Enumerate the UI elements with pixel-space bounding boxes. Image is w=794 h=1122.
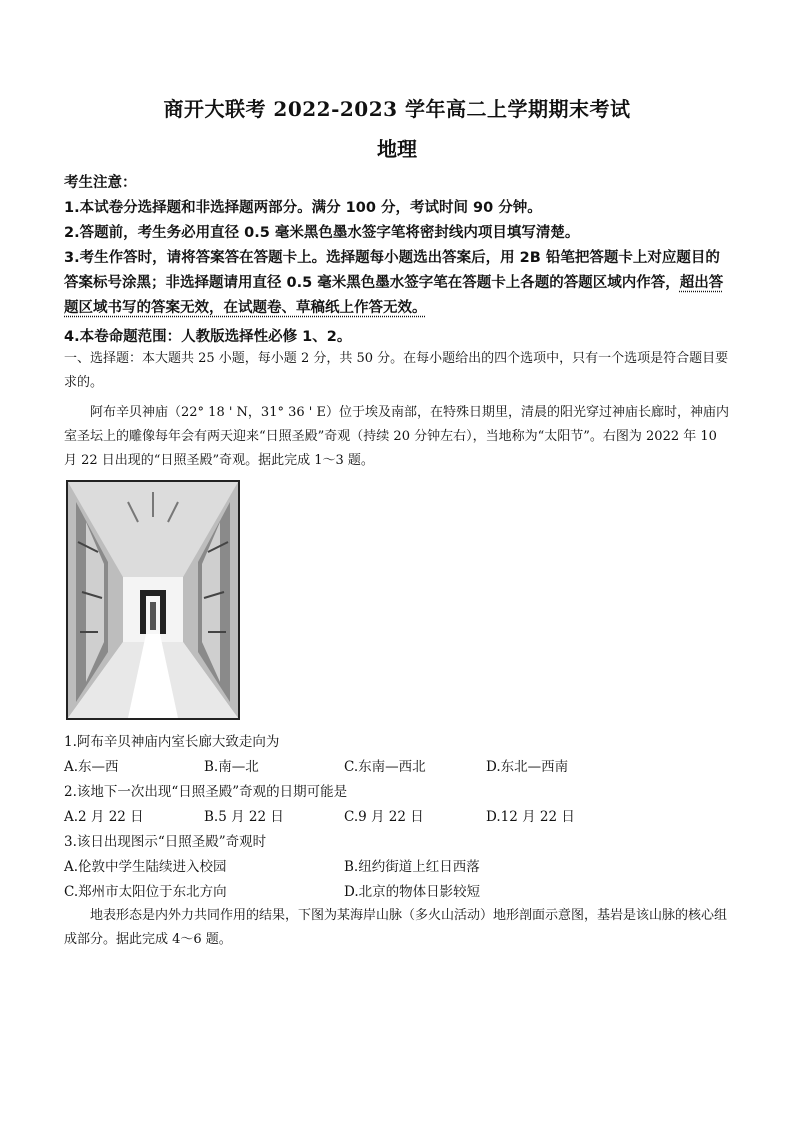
section-intro [64, 347, 734, 395]
question-3-option-d[interactable]: D.北京的物体日影较短 [344, 884, 481, 900]
question-2-option-c[interactable]: C.9 月 22 日 [344, 809, 424, 825]
question-3-option-b[interactable]: B.纽约街道上红日西落 [344, 859, 480, 875]
section-intro-text: 一、选择题：本大题共 25 小题，每小题 2 分，共 50 分。在每小题给出的四个选项中，只有一个选项是符合题目要求的。 [64, 351, 729, 390]
temple-photo-drawing [68, 482, 238, 718]
notice-block [64, 171, 734, 321]
question-2-option-b[interactable]: B.5 月 22 日 [204, 809, 284, 825]
notice-item-3-emphasis: 超出答题区域书写的答案无效，在试题卷、草稿纸上作答无效。 [64, 275, 724, 316]
question-3-option-a[interactable]: A.伦敦中学生陆续进入校园 [64, 859, 227, 875]
question-3-option-c[interactable]: C.郑州市太阳位于东北方向 [64, 884, 227, 900]
question-3-stem: 3.该日出现图示“日照圣殿”奇观时 [64, 834, 267, 850]
question-2-option-d[interactable]: D.12 月 22 日 [486, 809, 575, 825]
question-2-stem: 2.该地下一次出现“日照圣殿”奇观的日期可能是 [64, 784, 348, 800]
passage-1-text: 阿布辛贝神庙（22° 18 ' N，31° 36 ' E）位于埃及南部，在特殊日期里，清晨的阳光穿过神庙长廊时，神庙内室圣坛上的雕像每年会有两天迎来“日照圣殿”奇观（持续 20 分钟左右），当地称为“太阳节”。右图为 2022 年 10 月 22 日出现的“日照圣殿”奇观。据此完成 1～3 题。 [64, 405, 729, 468]
notice-item-1: 1.本试卷分选择题和非选择题两部分。满分 100 分，考试时间 90 分钟。 [64, 200, 542, 216]
question-1-option-a[interactable]: A.东—西 [64, 759, 119, 775]
notice-item-2: 2.答题前，考生务必用直径 0.5 毫米黑色墨水签字笔将密封线内项目填写清楚。 [64, 225, 580, 241]
question-1-option-d[interactable]: D.东北—西南 [486, 759, 569, 775]
notice-item-3 [64, 246, 734, 321]
question-1-option-b[interactable]: B.南—北 [204, 759, 259, 775]
passage-1 [64, 401, 734, 473]
question-1-stem: 1.阿布辛贝神庙内室长廊大致走向为 [64, 734, 280, 750]
notice-item-4: 4.本卷命题范围：人教版选择性必修 1、2。 [64, 329, 352, 345]
exam-title: 商开大联考 2022-2023 学年高二上学期期末考试 [163, 97, 631, 121]
temple-photo [66, 480, 240, 720]
question-2-option-a[interactable]: A.2 月 22 日 [64, 809, 144, 825]
notice-heading: 考生注意： [64, 175, 137, 191]
passage-2-text: 地表形态是内外力共同作用的结果，下图为某海岸山脉（多火山活动）地形剖面示意图，基岩是该山脉的核心组成部分。据此完成 4～6 题。 [64, 908, 728, 947]
passage-2 [64, 904, 734, 952]
notice-item-3-text: 3.考生作答时，请将答案答在答题卡上。选择题每小题选出答案后，用 2B 铅笔把答题卡上对应题目的答案标号涂黑；非选择题请用直径 0.5 毫米黑色墨水签字笔在答题卡上各题的答题区域内作答， [64, 250, 720, 291]
question-1-option-c[interactable]: C.东南—西北 [344, 759, 426, 775]
subject-title: 地理 [377, 137, 417, 161]
